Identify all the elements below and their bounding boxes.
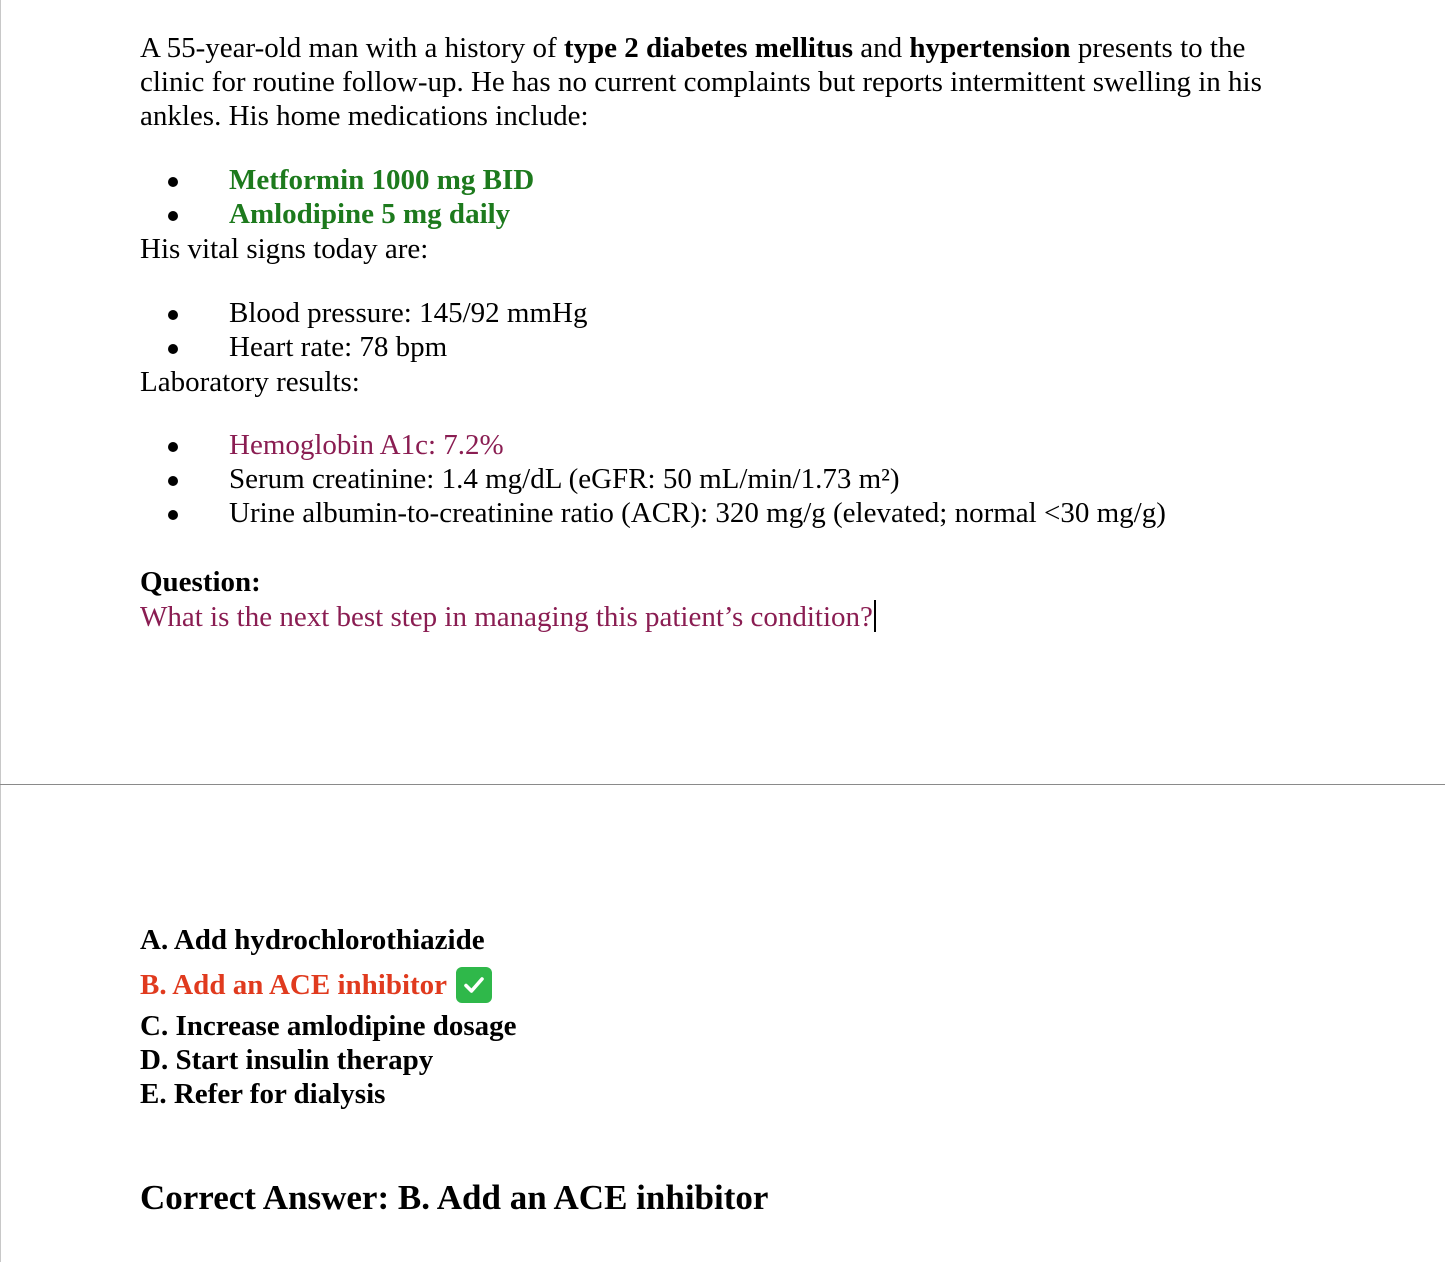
option-b-label: B. Add an ACE inhibitor xyxy=(140,969,448,1001)
vitals-label: His vital signs today are: xyxy=(140,233,429,265)
medication-list xyxy=(140,163,534,231)
medication-item: Amlodipine 5 mg daily xyxy=(140,197,534,231)
question-text: What is the next best step in managing this patient’s condition? xyxy=(140,601,873,633)
case-intro-text: and xyxy=(853,32,910,64)
text-cursor xyxy=(874,600,876,632)
lab-item-acr: Urine albumin-to-creatinine ratio (ACR): 320 mg/g (elevated; normal <30 mg/g) xyxy=(140,496,1166,530)
option-e: E. Refer for dialysis xyxy=(140,1078,386,1110)
option-b xyxy=(140,967,516,1003)
labs-label: Laboratory results: xyxy=(140,366,360,398)
case-intro-text: A 55-year-old man with a history of xyxy=(140,32,564,64)
check-mark-icon xyxy=(456,967,492,1003)
question-text-line[interactable] xyxy=(140,600,876,634)
lab-item-creatinine: Serum creatinine: 1.4 mg/dL (eGFR: 50 mL/min/1.73 m²) xyxy=(140,462,1166,496)
diagnosis-hypertension: hypertension xyxy=(909,32,1071,64)
lab-item-hba1c: Hemoglobin A1c: 7.2% xyxy=(140,428,1166,462)
case-intro-paragraph xyxy=(140,31,1300,133)
option-d: D. Start insulin therapy xyxy=(140,1044,434,1076)
vital-item: Heart rate: 78 bpm xyxy=(140,330,587,364)
option-c: C. Increase amlodipine dosage xyxy=(140,1010,517,1042)
diagnosis-diabetes: type 2 diabetes mellitus xyxy=(563,32,854,64)
option-a: A. Add hydrochlorothiazide xyxy=(140,924,485,956)
question-title: Question: xyxy=(140,566,261,598)
answer-options xyxy=(140,923,516,1111)
case-intro-text: presents to the clinic for routine follow-up. He has no current complaints but reports intermittent swelling in his ankles. His home medications include: xyxy=(140,32,1262,132)
labs-list xyxy=(140,428,1166,530)
correct-answer: Correct Answer: B. Add an ACE inhibitor xyxy=(140,1178,769,1217)
vitals-list xyxy=(140,296,587,364)
vital-item: Blood pressure: 145/92 mmHg xyxy=(140,296,587,330)
medication-item: Metformin 1000 mg BID xyxy=(140,163,534,197)
